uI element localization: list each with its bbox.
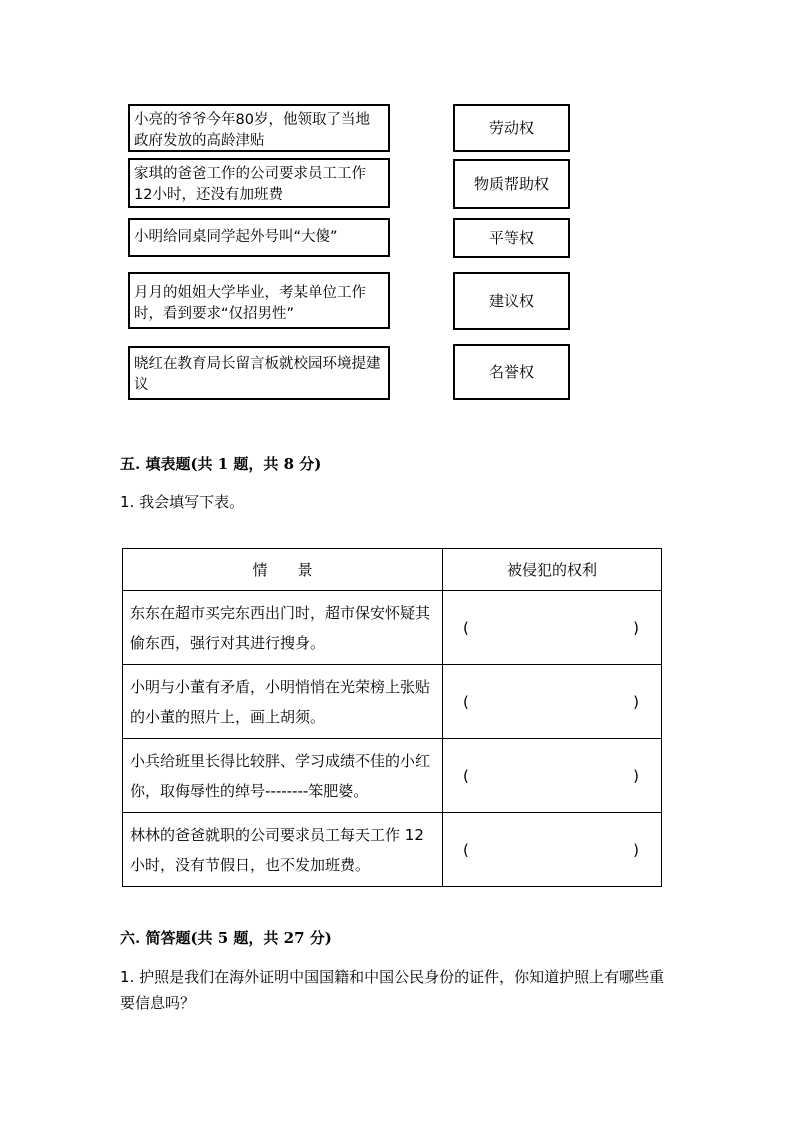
matching-right-text: 物质帮助权 — [473, 174, 549, 193]
table-row — [123, 813, 662, 887]
matching-right-5 — [453, 344, 570, 400]
section5-question: 1. 我会填写下表。 — [120, 493, 245, 511]
header-right: 被侵犯的权利 — [443, 549, 662, 591]
scene-cell: 林林的爸爸就职的公司要求员工每天工作 12 小时，没有节假日，也不发加班费。 — [123, 813, 443, 887]
scene-cell: 东东在超市买完东西出门时，超市保安怀疑其偷东西，强行对其进行搜身。 — [123, 591, 443, 665]
matching-left-text: 晓红在教育局长留言板就校园环境提建议 — [134, 356, 381, 393]
table-row — [123, 739, 662, 813]
section6-heading: 六. 简答题(共 5 题，共 27 分) — [120, 929, 332, 947]
matching-right-4 — [453, 272, 570, 330]
header-scene: 情 景 — [123, 549, 443, 591]
table-row — [123, 665, 662, 739]
section6-question: 1. 护照是我们在海外证明中国国籍和中国公民身份的证件，你知道护照上有哪些重要信息吗？ — [120, 968, 665, 1012]
matching-left-text: 月月的姐姐大学毕业，考某单位工作时，看到要求“仅招男性” — [134, 285, 366, 322]
matching-right-text: 平等权 — [488, 228, 534, 247]
rights-table — [122, 548, 662, 887]
matching-right-2 — [453, 159, 570, 209]
answer-cell — [443, 813, 662, 887]
table-header-row — [123, 549, 662, 591]
open-paren: ( — [463, 692, 469, 711]
matching-right-text: 劳动权 — [488, 118, 534, 137]
matching-left-3 — [128, 218, 390, 257]
close-paren: ) — [633, 618, 639, 637]
matching-left-4 — [128, 272, 390, 329]
matching-right-text: 名誉权 — [488, 362, 534, 381]
close-paren: ) — [633, 766, 639, 785]
matching-left-5 — [128, 346, 390, 400]
matching-right-1 — [453, 104, 570, 152]
answer-cell — [443, 591, 662, 665]
matching-left-text: 小亮的爷爷今年80岁，他领取了当地政府发放的高龄津贴 — [134, 112, 370, 149]
open-paren: ( — [463, 766, 469, 785]
scene-cell: 小兵给班里长得比较胖、学习成绩不佳的小红你，取侮辱性的绰号--------笨肥婆。 — [123, 739, 443, 813]
answer-cell — [443, 665, 662, 739]
matching-left-1 — [128, 104, 390, 152]
close-paren: ) — [633, 840, 639, 859]
scene-cell: 小明与小董有矛盾，小明悄悄在光荣榜上张贴的小董的照片上，画上胡须。 — [123, 665, 443, 739]
table-row — [123, 591, 662, 665]
matching-right-3 — [453, 218, 570, 258]
matching-left-text: 小明给同桌同学起外号叫“大傻” — [134, 229, 338, 245]
matching-left-text: 家琪的爸爸工作的公司要求员工工作12小时，还没有加班费 — [134, 166, 366, 203]
open-paren: ( — [463, 840, 469, 859]
open-paren: ( — [463, 618, 469, 637]
section5-heading: 五. 填表题(共 1 题，共 8 分) — [120, 455, 322, 473]
close-paren: ) — [633, 692, 639, 711]
answer-cell — [443, 739, 662, 813]
matching-left-2 — [128, 158, 390, 208]
matching-right-text: 建议权 — [488, 291, 534, 310]
